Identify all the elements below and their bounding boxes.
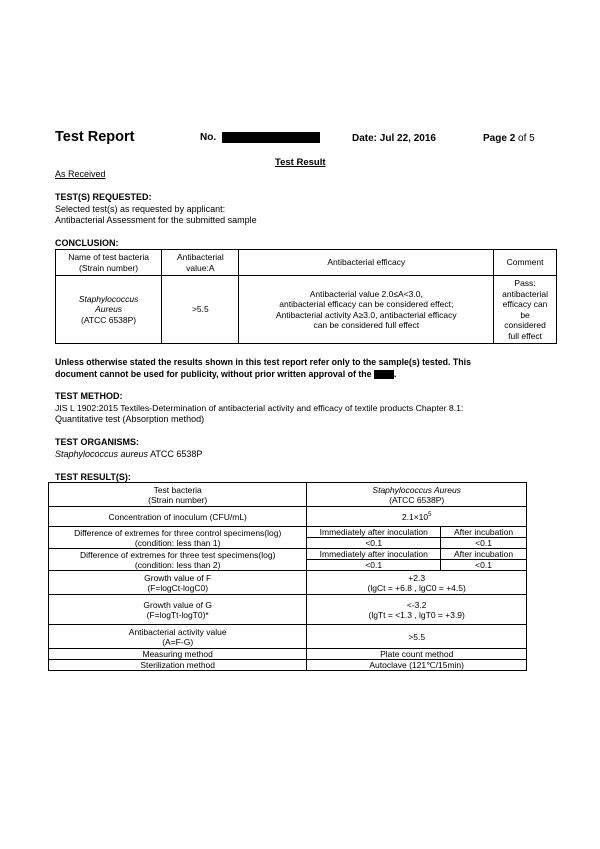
page-of: of	[518, 133, 527, 144]
test-results-heading: TEST RESULT(S):	[55, 472, 131, 482]
efficacy-line4: can be considered full effect	[313, 320, 420, 330]
test-label-line2: (condition: less than 2)	[134, 559, 221, 570]
comment-line5: considered	[504, 320, 546, 330]
header-bacteria-line2: (Strain number)	[79, 262, 139, 273]
f-value: +2.3	[408, 572, 426, 583]
header-value-line2: value:A	[186, 262, 215, 273]
control-sub2-cell: After incubation	[441, 527, 527, 538]
conc-label-cell: Concentration of inoculum (CFU/mL)	[49, 507, 307, 527]
disclaimer-line1: Unless otherwise stated the results shown in this test report refer only to the sample(s) tested. This	[55, 357, 471, 367]
section-title: Test Result	[275, 157, 326, 168]
conclusion-header-value	[162, 250, 239, 276]
steril-label-cell: Sterilization method	[49, 660, 307, 671]
measure-value-cell: Plate count method	[307, 649, 527, 660]
conclusion-header-bacteria	[56, 250, 162, 276]
g-value: <-3.2	[406, 599, 427, 610]
bacteria-label-line1: Test bacteria	[153, 484, 202, 495]
efficacy-line3: Antibacterial activity A≥3.0, antibacterial efficacy	[275, 309, 457, 320]
page-current: 2	[509, 133, 516, 144]
table-row	[49, 625, 527, 649]
comment-line1: Pass:	[514, 278, 536, 288]
table-row	[49, 527, 527, 538]
f-label-cell	[49, 571, 307, 595]
conclusion-bacteria-cell	[56, 276, 162, 344]
g-formula: (F=logTt-logT0)*	[146, 609, 209, 620]
page-total: 5	[529, 133, 535, 144]
page-prefix: Page	[483, 133, 507, 144]
efficacy-line2: antibacterial efficacy can be considered effect;	[279, 299, 454, 309]
bacteria-value-line1: Staphylococcus Aureus	[372, 484, 461, 495]
conclusion-efficacy-cell	[239, 276, 494, 344]
conc-value-cell	[307, 507, 527, 527]
page-indicator	[483, 133, 535, 144]
a-label-line1: Antibacterial activity value	[128, 626, 227, 637]
as-received: As Received	[55, 169, 106, 179]
report-number	[200, 132, 320, 143]
comment-line6: full effect	[508, 330, 542, 341]
test-label-cell	[49, 549, 307, 571]
disclaimer-line2-wrap	[55, 369, 396, 380]
test-results-table	[48, 482, 527, 671]
report-date: Date: Jul 22, 2016	[352, 133, 436, 144]
conclusion-heading: CONCLUSION:	[55, 238, 119, 248]
tests-requested-heading: TEST(S) REQUESTED:	[55, 192, 152, 202]
table-row	[49, 549, 527, 560]
a-label-line2: (A=F-G)	[162, 636, 194, 647]
conclusion-header-row	[56, 250, 557, 276]
conclusion-header-efficacy: Antibacterial efficacy	[239, 250, 494, 276]
organism-strain: ATCC 6538P	[148, 449, 203, 459]
a-value-cell: >5.5	[307, 625, 527, 649]
control-label-line1: Difference of extremes for three control specimens(log)	[74, 527, 282, 538]
efficacy-line1: Antibacterial value 2.0≤A<3.0,	[309, 288, 423, 299]
control-label-cell	[49, 527, 307, 549]
test-val1-cell: <0.1	[307, 560, 441, 571]
bacteria-label-line2: (Strain number)	[148, 494, 208, 505]
g-detail: (lgTt = <1.3 , lgT0 = +3.9)	[368, 609, 465, 620]
f-label-line1: Growth value of F	[144, 572, 212, 583]
table-row	[49, 507, 527, 527]
test-method-line1: JIS L 1902:2015 Textiles-Determination of antibacterial activity and efficacy of textile products Chapter 8.1:	[55, 403, 464, 413]
comment-line3: efficacy can	[502, 299, 548, 309]
header-bacteria-line1: Name of test bacteria	[68, 252, 149, 262]
a-label-cell	[49, 625, 307, 649]
conc-value-exp: 5	[428, 511, 432, 518]
conclusion-value-cell: >5.5	[162, 276, 239, 344]
test-sub1-cell: Immediately after inoculation	[307, 549, 441, 560]
conclusion-comment-cell	[494, 276, 557, 344]
bacteria-strain: (ATCC 6538P)	[81, 314, 137, 325]
bacteria-value-cell	[307, 483, 527, 507]
table-row	[49, 571, 527, 595]
disclaimer-line2-end: .	[394, 369, 397, 379]
test-method-line2: Quantitative test (Absorption method)	[55, 414, 205, 424]
g-label-line1: Growth value of G	[143, 599, 212, 610]
test-method-heading: TEST METHOD:	[55, 391, 123, 401]
measure-label-cell: Measuring method	[49, 649, 307, 660]
test-organisms-line	[55, 449, 202, 460]
disclaimer-line2: document cannot be used for publicity, without prior written approval of the	[55, 369, 372, 379]
control-label-line2: (condition: less than 1)	[134, 537, 221, 548]
f-detail: (lgCt = +6.8 , lgC0 = +4.5)	[367, 582, 466, 593]
bacteria-name-line1: Staphylococcus	[78, 293, 139, 304]
bacteria-value-line2: (ATCC 6538P)	[389, 494, 445, 505]
control-val1-cell: <0.1	[307, 538, 441, 549]
conclusion-table	[55, 249, 557, 344]
header-value-line1: Antibacterial	[176, 252, 224, 262]
tests-requested-line2: Antibacterial Assessment for the submitted sample	[55, 215, 257, 225]
test-organisms-heading: TEST ORGANISMS:	[55, 437, 140, 447]
conclusion-header-comment: Comment	[494, 250, 557, 276]
organism-name: Staphylococcus aureus	[55, 449, 149, 459]
g-value-cell	[307, 595, 527, 625]
report-number-label: No.	[200, 132, 217, 144]
table-row	[49, 483, 527, 507]
bacteria-name-line2: Aureus	[95, 304, 123, 315]
table-row	[49, 660, 527, 671]
redacted-company-name	[374, 369, 397, 379]
control-sub1-cell: Immediately after inoculation	[307, 527, 441, 538]
f-value-cell	[307, 571, 527, 595]
conclusion-data-row	[56, 276, 557, 344]
comment-line2: antibacterial	[502, 288, 548, 299]
test-label-line1: Difference of extremes for three test specimens(log)	[79, 549, 276, 560]
redacted-report-number	[222, 132, 320, 143]
bacteria-label-cell	[49, 483, 307, 507]
conc-value-base: 2.1×10	[401, 511, 429, 522]
report-title: Test Report	[55, 129, 135, 145]
test-sub2-cell: After incubation	[441, 549, 527, 560]
steril-value-cell: Autoclave (121℃/15min)	[307, 660, 527, 671]
tests-requested-line1: Selected test(s) as requested by applicant:	[55, 204, 226, 214]
comment-line4: be	[520, 309, 530, 320]
table-row	[49, 649, 527, 660]
g-label-cell	[49, 595, 307, 625]
test-val2-cell: <0.1	[441, 560, 527, 571]
control-val2-cell: <0.1	[441, 538, 527, 549]
table-row	[49, 595, 527, 625]
f-formula: (F=logCt-logC0)	[147, 582, 209, 593]
